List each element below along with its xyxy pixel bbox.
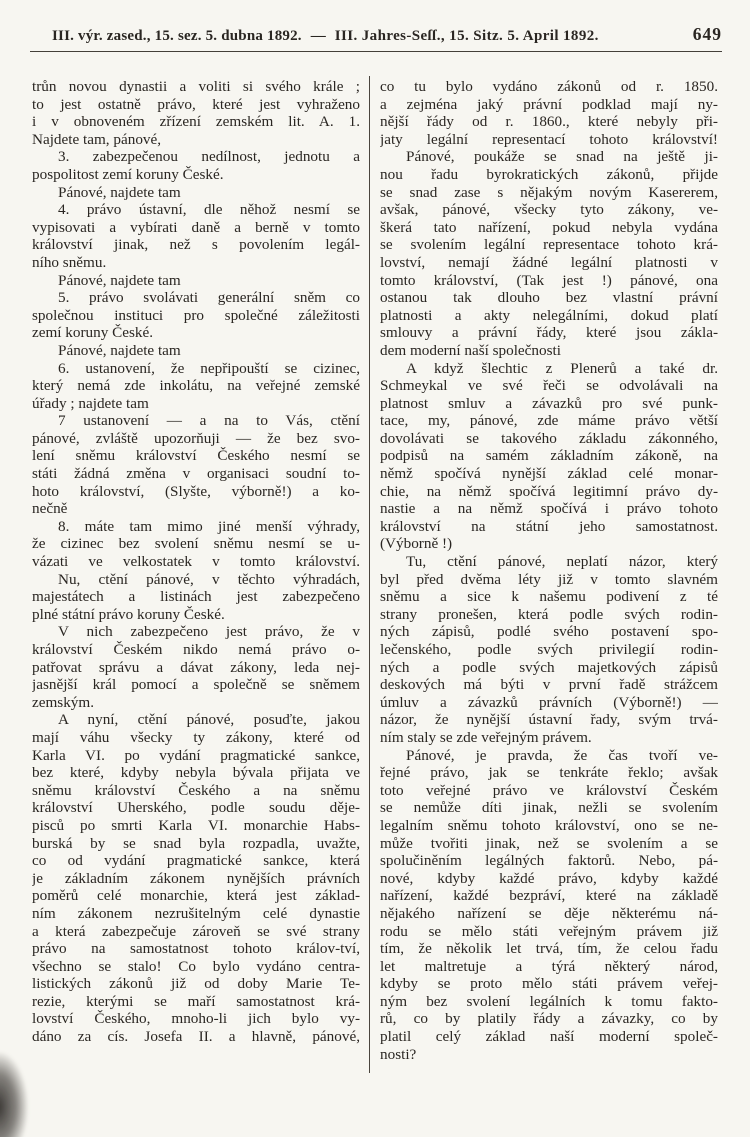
text-line: lovství, nemají žádné legální platnosti v	[380, 253, 718, 271]
text-line: i v obnoveném zřízení zemském lit. A. 1.	[32, 113, 360, 131]
text-column-left	[32, 78, 360, 1046]
text-line: řejné právo, jak se tenkráte řeklo; avšak	[380, 764, 718, 782]
text-line: lení sněmu království Českého nesmí se	[32, 447, 360, 465]
text-line: byl před dvěma léty již v tomto slavném	[380, 570, 718, 588]
text-line: V nich zabezpečeno jest právo, že v	[58, 623, 360, 641]
text-line: úřady ; najdete tam	[32, 394, 149, 412]
text-line: Tu, ctění pánové, neplatí názor, který	[406, 553, 718, 571]
text-line: poměrů celé monarchie, která jest základ-	[32, 887, 360, 905]
text-line: rezie, kterými se maří samostatnost krá-	[32, 992, 360, 1010]
text-line: ným bez svolení legálních k tomu fakto-	[380, 992, 718, 1010]
text-line: pánové, zvláště upozorňuji — že bez svo-	[32, 429, 360, 447]
text-line: ných a podle svých majetkových zápisů	[380, 658, 718, 676]
header-separator: —	[310, 28, 326, 44]
text-line: a která zabezpečuje zároveň se své strany	[32, 922, 360, 940]
text-line: tím, že několik let trvá, tím, že celou řadu	[380, 940, 718, 958]
page-number: 649	[692, 24, 722, 44]
text-line: státi žádná změna v organisaci soudní to-	[32, 465, 360, 483]
text-line: 7 ustanovení — a na to Vás, ctění	[58, 412, 360, 430]
text-line: podpisů na samém základním zákoně, na	[380, 447, 718, 465]
header-czech-session: III. výr. zased., 15. sez. 5. dubna 1892.	[52, 28, 302, 44]
header-rule	[30, 51, 722, 52]
text-line: chie, na němž spočívá legitimní právo dy-	[380, 482, 718, 500]
text-line: zemským.	[32, 693, 95, 711]
text-line: 5. právo svolávati generální sněm co	[58, 289, 360, 307]
text-line: nečně	[32, 500, 68, 518]
text-line: burská by se snad byla rozpadla, uvažte,	[32, 834, 360, 852]
text-line: je základním zákonem nynějších právních	[32, 869, 360, 887]
text-line: že cizinec bez svolení sněmu nesmí se u-	[32, 535, 360, 553]
text-line: sněmu a sice k našemu podivení z té	[380, 588, 718, 606]
text-line: nastie a na němž spočívá i právo tohoto	[380, 500, 718, 518]
text-line: ných zápisů, podlé svého postavení spo-	[380, 623, 718, 641]
text-line: dem moderní naší společnosti	[380, 341, 561, 359]
text-line: ního sněmu.	[32, 253, 107, 271]
text-line: škerá tato nařízení, pokud nebyla vydána	[380, 218, 718, 236]
text-line: mají váhu všecky ty zákony, které od	[32, 728, 360, 746]
text-line: se svolením legální representace tohoto krá-	[380, 236, 718, 254]
text-line: právo na samostatnost tohoto králov-tví,	[32, 940, 360, 958]
text-line: Schmeykal ve své řeči se odvolávali na	[380, 377, 718, 395]
text-line: lovství Českého, mnoho-li jich bylo vy-	[32, 1010, 360, 1028]
text-line: 8. máte tam mimo jiné menší výhrady,	[58, 517, 360, 535]
text-line: ním zákonem nezrušitelným celé dynastie	[32, 904, 360, 922]
text-line: který nemá zde inkolátu, na veřejné zemské	[32, 377, 360, 395]
text-column-right	[380, 78, 718, 1063]
text-line: spolučiněním legálných faktorů. Nebo, pá-	[380, 852, 718, 870]
text-line: nějakého nařízení se děje některému ná-	[380, 904, 718, 922]
scan-smudge	[0, 1052, 28, 1137]
text-line: se nemůže díti jinak, nežli se svolením	[380, 799, 718, 817]
text-line: trůn novou dynastii a voliti si svého krále ;	[32, 78, 360, 95]
text-line: ostanou tak dlouho bez vlastní právní	[380, 289, 718, 307]
text-line: plné státní právo koruny České.	[32, 605, 225, 623]
text-line: vázati ve velkostatek v tomto království.	[32, 553, 360, 571]
text-line: Pánové, je pravda, že čas tvoří ve-	[406, 746, 718, 764]
text-line: rů, co by platily řády a závazky, co by	[380, 1010, 718, 1028]
text-line: Karla VI. po vydání pragmatické sankce,	[32, 746, 360, 764]
text-line: bez které, kdyby nebyla bývala přijata ve	[32, 764, 360, 782]
column-divider	[369, 76, 370, 1073]
text-line: co od vydání pragmatické sankce, která	[32, 852, 360, 870]
text-line: království Českém nikdo nemá právo o-	[32, 641, 360, 658]
text-line: nařízení, každé bezpráví, které na základě	[380, 887, 718, 905]
text-line: avšak, pánové, všecky tyto zákony, ve-	[380, 201, 718, 219]
header-german-session: III. Jahres-Seſſ., 15. Sitz. 5. April 1892.	[334, 28, 599, 44]
text-line: listických zákonů již od doby Marie Te-	[32, 975, 360, 993]
text-line: němž spočívá nynější základ celé monar-	[380, 465, 718, 483]
text-line: sněmu království Českého a na sněmu	[32, 781, 360, 799]
text-line: ním staly se zde veřejným právem.	[380, 728, 592, 746]
text-line: dáno za cís. Josefa II. a hlavně, pánové,	[32, 1028, 360, 1046]
text-line: kdyby se proto mělo státi právem veřej-	[380, 975, 718, 993]
text-line: lečenského, podle svých privilegií rodin-	[380, 641, 718, 658]
text-line: všechno se stalo! Co bylo vydáno centra-	[32, 957, 360, 975]
text-line: toto veřejné právo ve království Českém	[380, 781, 718, 799]
text-line: rodu se mělo státi veřejným právem již	[380, 922, 718, 940]
text-line: (Výborně !)	[380, 535, 453, 553]
text-line: 6. ustanovení, že nepřipouští se cizinec,	[58, 359, 360, 377]
text-line: majestátech a listinách jest zabezpečeno	[32, 588, 360, 606]
text-line: tomto království, (Tak jest !) pánové, ona	[380, 271, 718, 289]
page-header	[30, 24, 722, 45]
text-line: Nu, ctění pánové, v těchto výhradách,	[58, 570, 360, 588]
text-line: Pánové, najdete tam	[58, 271, 181, 289]
text-line: let maltretuje a týrá některý národ,	[380, 957, 718, 975]
text-line: úmluv a závazků právních (Výborně!) —	[380, 693, 718, 711]
text-line: vypisovati a vybírati daně a berně v tomto	[32, 218, 360, 236]
text-line: jasnější král pomocí a společně se sněmem	[32, 676, 360, 694]
text-line: Pánové, najdete tam	[58, 341, 181, 359]
text-line: smlouvy a právní řády, které jsou zákla-	[380, 324, 718, 342]
text-line: strany pronešen, která podle svých rodin-	[380, 605, 718, 623]
text-line: zemí koruny České.	[32, 324, 154, 342]
text-line: království jinak, než s povolením legál-	[32, 236, 360, 254]
text-line: deskových má býti v první řadě strážcem	[380, 676, 718, 694]
text-line: se snad zase s nějakým novým Kasererem,	[380, 183, 718, 201]
text-line: tace, my, pánové, zde máme právo větší	[380, 412, 718, 430]
text-line: může tvořiti jinak, než se svolením a se	[380, 834, 718, 852]
text-line: pisců po smrti Karla VI. monarchie Habs-	[32, 816, 360, 834]
text-line: platil celý základ naší moderní společ-	[380, 1028, 718, 1046]
text-line: pospolitost zemí koruny České.	[32, 165, 224, 183]
text-line: 3. zabezpečenou nedílnost, jednotu a	[58, 148, 360, 166]
text-line: 4. právo ústavní, dle něhož nesmí se	[58, 201, 360, 219]
text-line: platnost smluv a závazků pro své punk-	[380, 394, 718, 412]
text-line: názor, že nynější ústavní řady, svým trvá-	[380, 711, 718, 729]
text-line: a zejména jaký právní podklad mají ny-	[380, 95, 718, 113]
text-line: Pánové, poukáže se snad na ještě ji-	[406, 148, 718, 166]
text-line: to jest ostatně právo, které jest vyhraženo	[32, 95, 360, 113]
text-line: legalním sněmu tohoto království, ono se ne-	[380, 816, 718, 834]
text-line: nou řadu byrokratických zákonů, přijde	[380, 165, 718, 183]
text-line: platnosti a akty nelegálními, dokud platí	[380, 306, 718, 324]
text-line: dovolávati se takového základu zákonného,	[380, 429, 718, 447]
text-line: nové, kdyby každé právo, kdyby každé	[380, 869, 718, 887]
text-line: království Uherského, podle soudu děje-	[32, 799, 360, 817]
text-line: hoto království, (Slyšte, výborně!) a ko-	[32, 482, 360, 500]
text-line: Najdete tam, pánové,	[32, 130, 162, 148]
text-line: nosti?	[380, 1045, 417, 1063]
text-line: patřovat správu a dávat zákony, leda nej-	[32, 658, 360, 676]
text-line: A když šlechtic z Plenerů a také dr.	[406, 359, 718, 377]
text-line: nější řády od r. 1860., které nebyly při-	[380, 113, 718, 131]
text-line: společnou instituci pro společné záležitosti	[32, 306, 360, 324]
text-line: Pánové, najdete tam	[58, 183, 181, 201]
text-line: co tu bylo vydáno zákonů od r. 1850.	[380, 78, 718, 95]
text-line: království na státní jeho samostatnost.	[380, 517, 718, 535]
text-line: jaty legální representací tohoto království!	[380, 130, 718, 148]
text-line: A nyní, ctění pánové, posuďte, jakou	[58, 711, 360, 729]
